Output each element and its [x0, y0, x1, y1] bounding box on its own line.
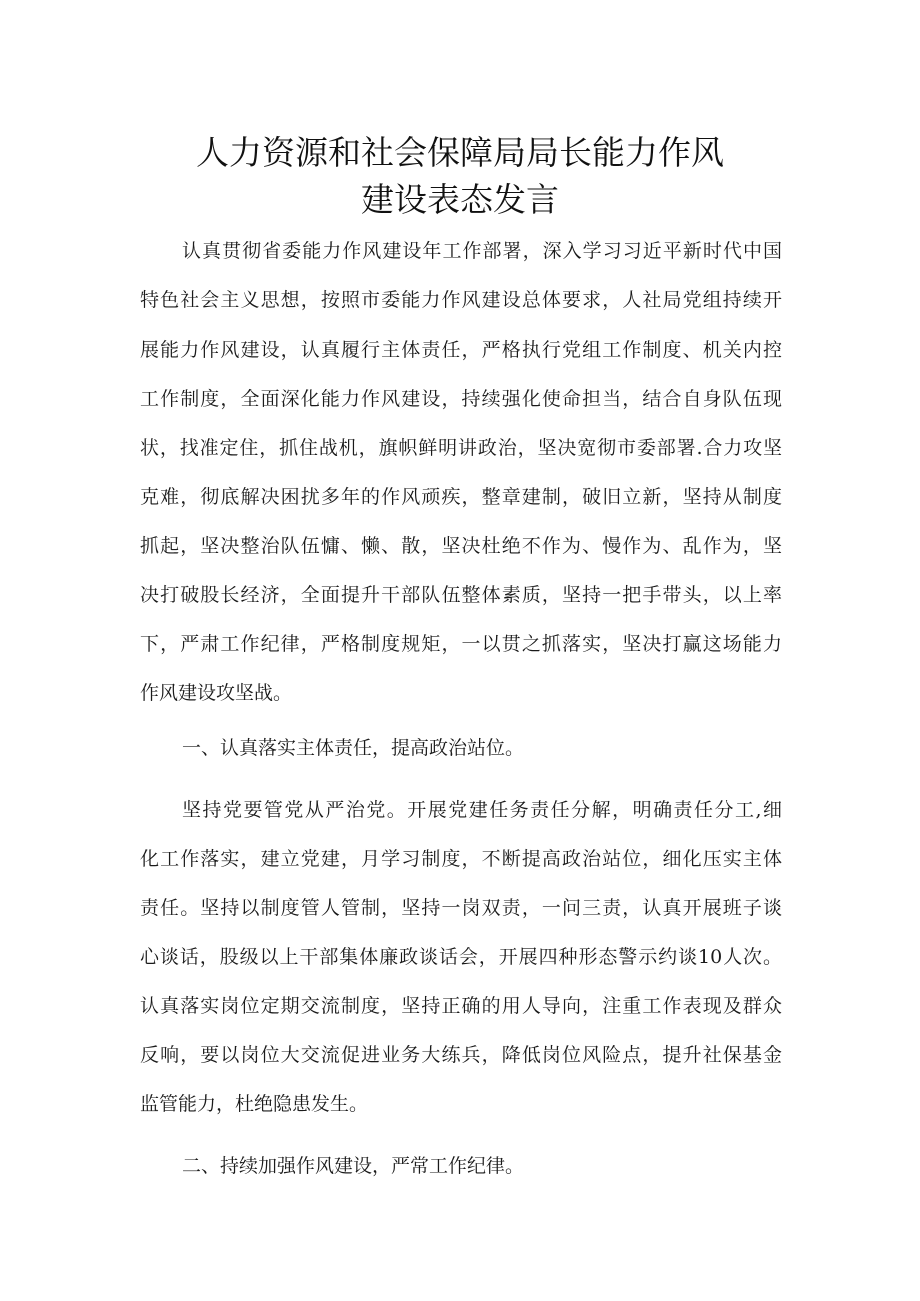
paragraph-2-line-2: 化工作落实，建立党建，月学习制度，不断提高政治站位，细化压实主体: [140, 848, 782, 870]
paragraph-1-line-5: 状，找准定住，抓住战机，旗帜鲜明讲政治，坚决宽彻市委部署.合力攻坚: [140, 437, 782, 459]
paragraph-1-line-3: 展能力作风建设，认真履行主体责任，严格执行党组工作制度、机关内控: [140, 339, 782, 361]
paragraph-1-line-10: 作风建设攻坚战。: [140, 682, 293, 704]
paragraph-2-line-6: 反响，要以岗位大交流促进业务大练兵，降低岗位风险点，提升社保基金: [140, 1044, 782, 1066]
paragraph-2-line-3: 责任。坚持以制度管人管制，坚持一岗双责，一问三责，认真开展班子谈: [140, 897, 782, 919]
section-heading-2: 二、持续加强作风建设，严常工作纪律。: [182, 1155, 525, 1177]
paragraph-2-line-7: 监管能力，杜绝隐患发生。: [140, 1093, 369, 1115]
paragraph-2-line-4: 心谈话，股级以上干部集体廉政谈话会，开展四种形态警示约谈10人次。: [140, 946, 782, 968]
paragraph-2-line-5: 认真落实岗位定期交流制度，坚持正确的用人导向，注重工作表现及群众: [140, 995, 782, 1017]
paragraph-1-line-9: 下，严肃工作纪律，严格制度规矩，一以贯之抓落实，坚决打赢这场能力: [140, 633, 782, 655]
paragraph-1-line-8: 决打破股长经济，全面提升干部队伍整体素质，坚持一把手带头，以上率: [140, 584, 782, 606]
document-title-line-1: 人力资源和社会保障局局长能力作风: [196, 133, 724, 172]
section-heading-1: 一、认真落实主体责任，提高政治站位。: [182, 737, 525, 759]
paragraph-1-line-4: 工作制度，全面深化能力作风建设，持续强化使命担当，结合自身队伍现: [140, 388, 782, 410]
document-title-line-2: 建设表态发言: [361, 180, 559, 219]
paragraph-1-line-7: 抓起，坚决整治队伍慵、懒、散，坚决杜绝不作为、慢作为、乱作为，坚: [140, 535, 782, 557]
paragraph-1-line-2: 特色社会主义思想，按照市委能力作风建设总体要求，人社局党组持续开: [140, 289, 782, 311]
paragraph-1-line-6: 克难，彻底解决困扰多年的作风顽疾，整章建制，破旧立新，坚持从制度: [140, 486, 782, 508]
paragraph-2-line-1: 坚持党要管党从严治党。开展党建任务责任分解，明确责任分工,细: [182, 799, 782, 821]
paragraph-1-line-1: 认真贯彻省委能力作风建设年工作部署，深入学习习近平新时代中国: [182, 240, 782, 262]
